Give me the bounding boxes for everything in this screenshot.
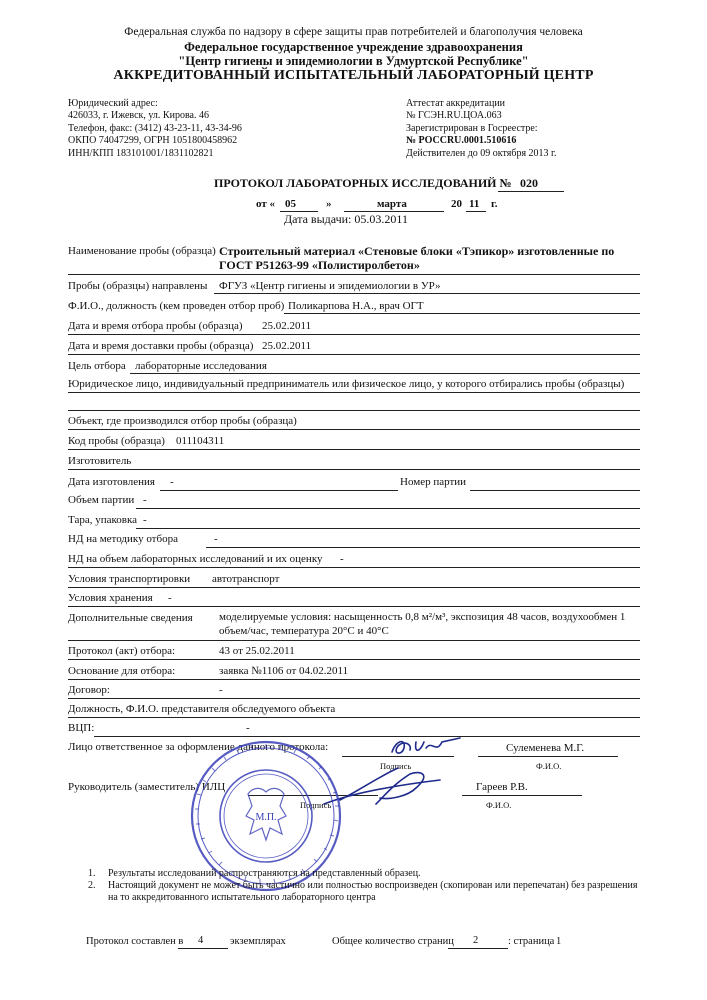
note-2-number: 2. <box>88 880 96 891</box>
rule <box>68 392 640 393</box>
header-center-name: "Центр гигиены и эпидемиологии в Удмуртской Республике" <box>178 54 529 68</box>
responsible-label: Лицо ответственное за оформление данного протокола: <box>68 741 329 753</box>
transport-value: автотранспорт <box>212 573 280 585</box>
pages-value: 2 <box>473 935 479 946</box>
mfg-date-value: - <box>170 476 174 488</box>
rule <box>68 606 640 607</box>
batch-vol-value: - <box>143 494 147 506</box>
rep-label: Должность, Ф.И.О. представителя обследуемого объекта <box>68 703 336 715</box>
copies-label: Протокол составлен в <box>86 936 184 947</box>
basis-label: Основание для отбора: <box>68 665 176 677</box>
legal-entity-label: Юридическое лицо, индивидуальный предприниматель или физическое лицо, у которого отбирались пробы (образцы) <box>68 378 625 390</box>
packaging-value: - <box>143 514 147 526</box>
object-label: Объект, где производился отбор пробы (образца) <box>68 415 297 427</box>
sample-date-label: Дата и время отбора пробы (образца) <box>68 320 243 332</box>
address-okpo: ОКПО 74047299, ОГРН 1051800458962 <box>68 135 238 147</box>
pages-line <box>448 948 508 949</box>
address-inn: ИНН/КПП 183101001/1831102821 <box>68 147 214 159</box>
rule <box>68 429 640 430</box>
protocol-title: ПРОТОКОЛ ЛАБОРАТОРНЫХ ИССЛЕДОВАНИЙ № <box>214 176 512 190</box>
accreditation-number: № ГСЭН.RU.ЦОА.063 <box>406 110 502 122</box>
act-label: Протокол (акт) отбора: <box>68 645 176 657</box>
header-agency: Федеральная служба по надзору в сфере защиты прав потребителей и благополучия человека <box>124 26 583 38</box>
sampler-value: Поликарпова Н.А., врач ОГТ <box>288 300 424 312</box>
address-street: 426033, г. Ижевск, ул. Кирова. 46 <box>68 110 209 122</box>
protocol-day: 05 <box>285 198 296 210</box>
name-line <box>462 795 582 796</box>
purpose-label: Цель отбора <box>68 360 126 372</box>
signature-responsible-icon <box>386 734 466 760</box>
protocol-year-prefix: 20 <box>451 198 462 210</box>
contract-label: Договор: <box>68 684 110 696</box>
rule <box>68 334 640 335</box>
delivery-date-label: Дата и время доставки пробы (образца) <box>68 340 254 352</box>
extra-value-1: моделируемые условия: насыщенность 0,8 м²/м³, экспозиция 48 часов, воздухообмен 1 <box>219 611 626 623</box>
rule <box>284 313 640 314</box>
head-sign-caption: Подпись <box>300 800 332 810</box>
sample-date-value: 25.02.2011 <box>262 320 312 332</box>
basis-value: заявка №1106 от 04.02.2011 <box>219 665 349 677</box>
sent-value: ФГУЗ «Центр гигиены и эпидемиологии в УР» <box>219 280 441 292</box>
copies-suffix: экземплярах <box>230 936 286 947</box>
accreditation-label: Аттестат аккредитации <box>406 98 506 109</box>
sign-caption: Подпись <box>380 761 412 771</box>
protocol-year-label: г. <box>491 198 498 210</box>
rule <box>68 659 640 660</box>
purpose-value: лабораторные исследования <box>135 360 267 372</box>
head-name: Гареев Р.В. <box>476 781 528 793</box>
sample-name-label: Наименование пробы (образца) <box>68 245 216 257</box>
sample-name-value-1: Строительный материал «Стеновые блоки «Тэпикор» изготовленные по <box>219 244 615 258</box>
rule <box>68 698 640 699</box>
head-label: Руководитель (заместитель) ИЛЦ <box>68 781 226 793</box>
rule <box>160 490 398 491</box>
rule <box>68 640 640 641</box>
note-1: Результаты исследований распространяются на представленный образец. <box>108 868 421 879</box>
rule <box>94 736 640 737</box>
mfg-date-label: Дата изготовления <box>68 476 155 488</box>
sample-name-value-2: ГОСТ Р51263-99 «Полистиролбетон» <box>219 258 420 272</box>
rule <box>68 274 640 275</box>
rule <box>136 528 640 529</box>
nd-method-label: НД на методику отбора <box>68 533 178 545</box>
accreditation-valid: Действителен до 09 октября 2013 г. <box>406 147 557 159</box>
rule <box>68 679 640 680</box>
stamp-center-text: М.П. <box>255 812 277 823</box>
rule <box>206 547 640 548</box>
protocol-from-label: от « <box>256 198 276 210</box>
header-lab-title: АККРЕДИТОВАННЫЙ ИСПЫТАТЕЛЬНЫЙ ЛАБОРАТОРНЫЙ ЦЕНТР <box>113 68 594 83</box>
rule <box>68 469 640 470</box>
name-line <box>478 756 618 757</box>
head-fio-caption: Ф.И.О. <box>486 800 512 810</box>
code-label: Код пробы (образца) <box>68 435 165 447</box>
accreditation-registered: Зарегистрирован в Госреестре: <box>406 122 538 134</box>
batch-vol-label: Объем партии <box>68 494 135 506</box>
header-institution: Федеральное государственное учреждение здравоохранения <box>184 40 523 54</box>
protocol-year-suffix: 11 <box>469 198 480 210</box>
responsible-name: Сулеменева М.Г. <box>506 742 585 754</box>
protocol-month: марта <box>377 198 407 210</box>
protocol-number: 020 <box>520 176 538 190</box>
transport-label: Условия транспортировки <box>68 573 191 585</box>
copies-line <box>178 948 228 949</box>
nd-scope-label: НД на объем лабораторных исследований и их оценку <box>68 553 323 565</box>
extra-value-2: объем/час, температура 20°С и 40°С <box>219 625 389 637</box>
rule <box>68 717 640 718</box>
storage-value: - <box>168 592 172 604</box>
nd-method-value: - <box>214 533 218 545</box>
storage-label: Условия хранения <box>68 592 153 604</box>
pages-suffix: : страница <box>508 936 555 947</box>
rule <box>68 354 640 355</box>
manufacturer-label: Изготовитель <box>68 455 132 467</box>
rule <box>68 567 640 568</box>
pages-label: Общее количество страниц <box>332 936 454 947</box>
note-2a: Настоящий документ не может быть частично или полностью воспроизведен (скопирован или перепечатан) без разрешения <box>108 880 638 891</box>
address-block <box>68 98 242 160</box>
vcp-label: ВЦП: <box>68 722 95 734</box>
fio-caption: Ф.И.О. <box>536 761 562 771</box>
rule <box>68 410 640 411</box>
batch-no-label: Номер партии <box>400 476 467 488</box>
rule <box>68 449 640 450</box>
copies-value: 4 <box>198 935 204 946</box>
packaging-label: Тара, упаковка <box>68 514 138 526</box>
issue-date: Дата выдачи: 05.03.2011 <box>284 212 408 226</box>
address-phone: Телефон, факс: (3412) 43-23-11, 43-34-96 <box>68 122 242 134</box>
rule <box>470 490 640 491</box>
protocol-close-quote: » <box>326 198 332 210</box>
accreditation-reg-number: № РОССRU.0001.510616 <box>406 135 517 147</box>
sampler-label: Ф.И.О., должность (кем проведен отбор проб) <box>68 300 285 312</box>
contract-value: - <box>219 684 223 696</box>
code-value: 011104311 <box>176 435 225 447</box>
act-value: 43 от 25.02.2011 <box>219 645 295 657</box>
rule <box>130 373 640 374</box>
year-underline <box>466 211 486 212</box>
nd-scope-value: - <box>340 553 344 565</box>
vcp-value: - <box>246 722 250 734</box>
rule <box>68 587 640 588</box>
sent-label: Пробы (образцы) направлены <box>68 280 208 292</box>
delivery-date-value: 25.02.2011 <box>262 340 312 352</box>
extra-label: Дополнительные сведения <box>68 612 193 624</box>
page-current: 1 <box>556 936 562 947</box>
note-2b: на то аккредитованного испытательного лабораторного центра <box>108 892 376 903</box>
accreditation-block <box>406 98 557 160</box>
rule <box>214 293 640 294</box>
protocol-number-underline <box>498 191 564 192</box>
address-label: Юридический адрес: <box>68 98 158 109</box>
rule <box>136 508 640 509</box>
note-1-number: 1. <box>88 868 96 879</box>
